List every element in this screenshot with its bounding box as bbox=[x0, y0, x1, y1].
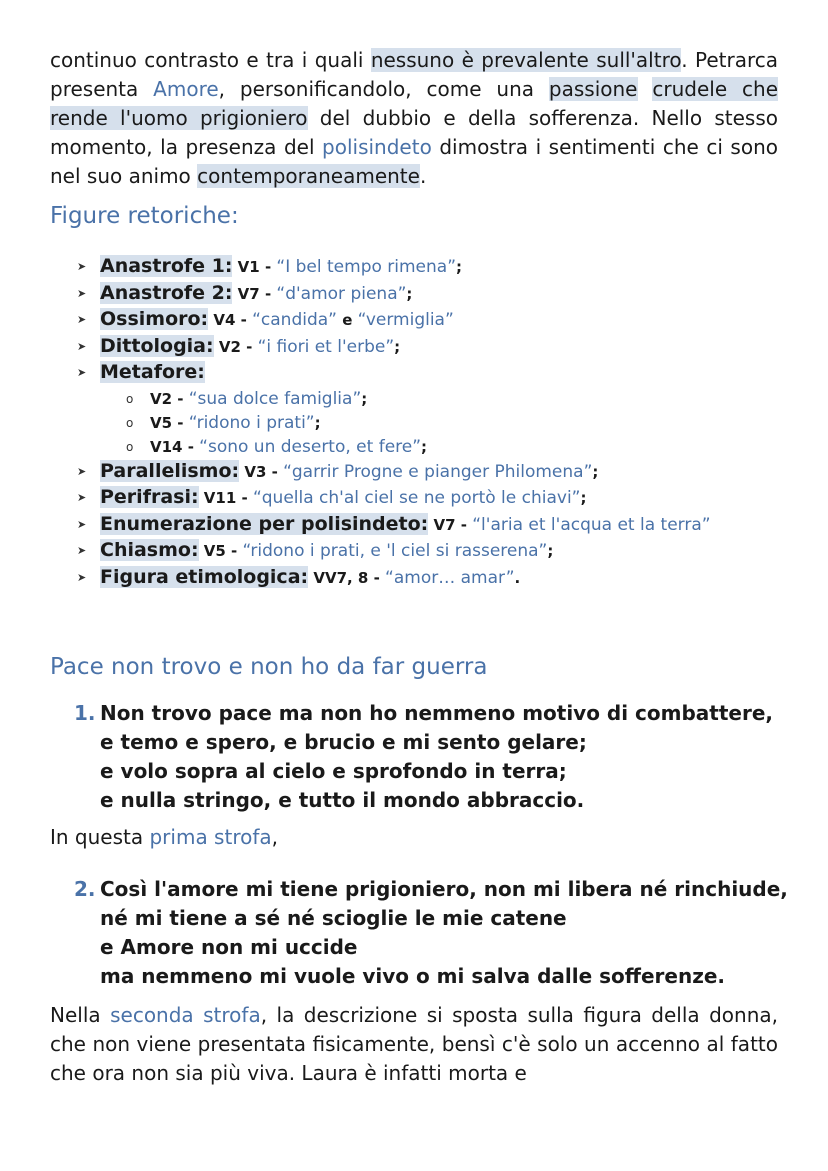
figure-item bbox=[50, 485, 790, 512]
intro-text: Nello stesso momento, la presenza del bbox=[50, 106, 779, 159]
figure-punct: ; bbox=[547, 542, 554, 560]
arrow-bullet-icon: ➤ bbox=[77, 260, 87, 273]
arrow-bullet-icon: ➤ bbox=[77, 286, 87, 300]
circle-bullet-icon: o bbox=[126, 391, 134, 406]
figure-quote: “candida” bbox=[252, 310, 337, 330]
figure-punct: ; bbox=[361, 389, 368, 408]
figure-term: Figura etimologica: bbox=[100, 565, 309, 588]
arrow-bullet-icon: ➤ bbox=[77, 366, 87, 379]
figure-punct: ; bbox=[592, 462, 599, 481]
figure-item bbox=[50, 307, 790, 334]
verse-ref: V5 - bbox=[198, 542, 243, 560]
stanza-line: e temo e spero, e brucio e mi sento gelare; bbox=[100, 730, 587, 754]
figure-quote: “sua dolce famiglia” bbox=[188, 388, 362, 409]
stanza-line: né mi tiene a sé né scioglie le mie catene bbox=[100, 906, 567, 930]
highlighted-text: crudele che rende l'uomo prigioniero bbox=[50, 77, 779, 130]
arrow-bullet-icon: ➤ bbox=[77, 339, 87, 353]
keyword-amore: Amore bbox=[153, 77, 219, 101]
metafora-item bbox=[100, 387, 790, 411]
stanza-number: 1. bbox=[74, 701, 96, 725]
stanza-number: 2. bbox=[74, 877, 96, 901]
figures-list bbox=[50, 254, 790, 591]
figure-quote: “quella ch'al ciel se ne portò le chiavi” bbox=[252, 488, 581, 508]
figure-item bbox=[50, 334, 790, 361]
intro-text: continuo contrasto e tra i quali bbox=[50, 48, 371, 72]
metafora-item bbox=[100, 411, 790, 435]
figure-item bbox=[50, 565, 790, 592]
intro-text: sentimenti che ci sono nel suo animo bbox=[50, 135, 779, 188]
figure-item bbox=[50, 281, 790, 308]
metafore-sublist bbox=[100, 387, 790, 459]
highlighted-text: nessuno è prevalente sull'altro bbox=[370, 48, 682, 72]
figure-term: Metafore: bbox=[100, 361, 205, 383]
verse-ref: V4 - bbox=[208, 311, 253, 329]
stanza-2 bbox=[74, 875, 800, 991]
verse-ref: V2 - bbox=[213, 337, 258, 356]
arrow-bullet-icon: ➤ bbox=[77, 544, 87, 557]
figure-term: Ossimoro: bbox=[100, 308, 209, 330]
figure-punct: ; bbox=[406, 284, 413, 303]
figure-quote: “vermiglia” bbox=[357, 310, 454, 330]
figure-punct: ; bbox=[456, 258, 463, 276]
section-heading: Figure retoriche: bbox=[50, 203, 239, 229]
figure-punct: ; bbox=[394, 337, 401, 356]
intro-text: . bbox=[419, 164, 427, 188]
circle-bullet-icon: o bbox=[126, 439, 134, 454]
figure-punct: ; bbox=[421, 437, 428, 456]
verse-ref: VV7, 8 - bbox=[308, 568, 386, 587]
intro-text: del dubbio e della sofferenza. bbox=[307, 106, 640, 130]
figure-term: Anastrofe 1: bbox=[100, 255, 233, 277]
verse-ref: V5 - bbox=[150, 413, 189, 432]
verse-ref: V7 - bbox=[232, 284, 277, 303]
figure-item bbox=[50, 538, 790, 565]
verse-ref: V1 - bbox=[232, 258, 277, 276]
figure-term: Dittologia: bbox=[100, 334, 214, 357]
arrow-bullet-icon: ➤ bbox=[77, 570, 87, 584]
figure-term: Anastrofe 2: bbox=[100, 281, 233, 304]
note-text: , la descrizione si sposta sulla figura della donna, che non viene presentata fisicamente, bensì c'è solo un accenno al fatto che ora non sia più viva. Laura è infatti morta e bbox=[50, 1003, 778, 1085]
figure-punct: . bbox=[514, 568, 521, 587]
intro-text: . bbox=[681, 48, 688, 72]
circle-bullet-icon: o bbox=[126, 415, 134, 430]
intro-text: , personificandolo, come una bbox=[218, 77, 549, 101]
highlighted-text: contemporaneamente bbox=[197, 164, 420, 188]
note-seconda-strofa bbox=[50, 1001, 778, 1088]
metafora-item bbox=[100, 435, 790, 459]
arrow-bullet-icon: ➤ bbox=[77, 517, 87, 531]
figure-quote: “amor… amar” bbox=[385, 567, 515, 588]
figure-quote: “ridono i prati, e 'l ciel si rasserena” bbox=[242, 541, 548, 561]
arrow-bullet-icon: ➤ bbox=[77, 464, 87, 478]
keyword-seconda-strofa: seconda strofa bbox=[110, 1003, 261, 1027]
verse-ref: V11 - bbox=[198, 489, 253, 507]
verse-ref: V14 - bbox=[150, 437, 200, 456]
note-text: In questa bbox=[50, 825, 150, 849]
highlighted-text: passione bbox=[548, 77, 638, 101]
intro-text: Petrarca presenta bbox=[50, 48, 779, 101]
stanza-line: Non trovo pace ma non ho nemmeno motivo di combattere, bbox=[100, 701, 774, 725]
intro-text: dimostra i bbox=[431, 135, 542, 159]
keyword-prima-strofa: prima strofa bbox=[149, 825, 272, 849]
figure-punct: ; bbox=[580, 489, 587, 507]
figure-term: Enumerazione per polisindeto: bbox=[100, 512, 429, 535]
figure-quote: “sono un deserto, et fere” bbox=[199, 436, 422, 457]
stanza-line: e nulla stringo, e tutto il mondo abbraccio. bbox=[100, 788, 585, 812]
stanza-line: e volo sopra al cielo e sprofondo in terra; bbox=[100, 759, 567, 783]
figure-term: Chiasmo: bbox=[100, 539, 199, 561]
figure-punct: ; bbox=[314, 413, 321, 432]
intro-paragraph bbox=[50, 46, 778, 191]
figure-quote: “I bel tempo rimena” bbox=[276, 257, 457, 277]
verse-ref: V7 - bbox=[428, 515, 473, 534]
figure-term: Parallelismo: bbox=[100, 459, 240, 482]
keyword-polisindeto: polisindeto bbox=[322, 135, 432, 159]
stanza-line: ma nemmeno mi vuole vivo o mi salva dalle sofferenze. bbox=[100, 964, 726, 988]
figure-quote: “i fiori et l'erbe” bbox=[257, 336, 395, 357]
note-prima-strofa bbox=[50, 823, 778, 852]
figure-quote: “garrir Progne e pianger Philomena” bbox=[283, 461, 593, 482]
arrow-bullet-icon: ➤ bbox=[77, 313, 87, 326]
figure-item bbox=[50, 254, 790, 281]
stanza-1 bbox=[74, 699, 800, 815]
verse-ref: V3 - bbox=[239, 462, 284, 481]
poem-title: Pace non trovo e non ho da far guerra bbox=[50, 654, 488, 680]
stanza-line: Così l'amore mi tiene prigioniero, non mi libera né rinchiude, bbox=[100, 877, 788, 901]
figure-term: Perifrasi: bbox=[100, 486, 199, 508]
figure-connector: e bbox=[337, 311, 358, 329]
arrow-bullet-icon: ➤ bbox=[77, 491, 87, 504]
verse-ref: V2 - bbox=[150, 389, 189, 408]
figure-item bbox=[50, 360, 790, 459]
note-text: Nella bbox=[50, 1003, 111, 1027]
figure-quote: “l'aria et l'acqua et la terra” bbox=[472, 514, 711, 535]
figure-item bbox=[50, 459, 790, 486]
figure-item bbox=[50, 512, 790, 539]
figure-quote: “d'amor piena” bbox=[276, 283, 407, 304]
note-text: , bbox=[271, 825, 278, 849]
stanza-line: e Amore non mi uccide bbox=[100, 935, 358, 959]
figure-quote: “ridono i prati” bbox=[188, 412, 315, 433]
